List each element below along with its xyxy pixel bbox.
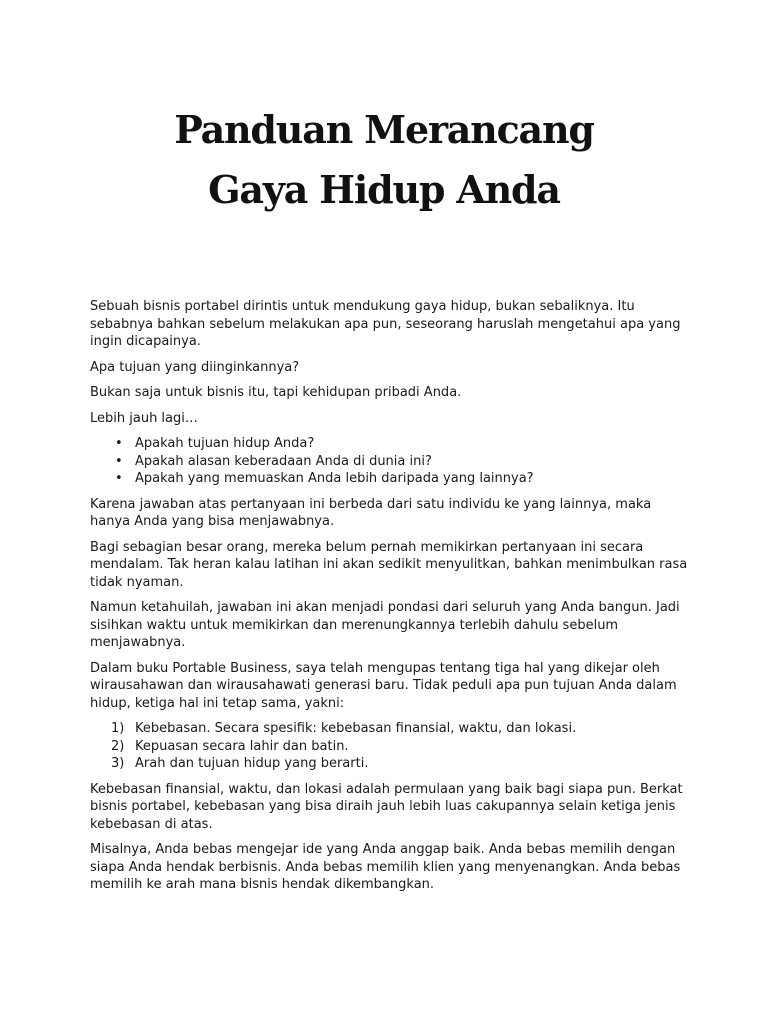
- paragraph-9: Kebebasan finansial, waktu, dan lokasi adalah permulaan yang baik bagi siapa pun. Berkat bisnis portabel, kebebasan yang bisa diraih jauh lebih luas cakupannya selain ketiga jenis kebebasan di atas.: [90, 781, 683, 832]
- paragraph-1: Sebuah bisnis portabel dirintis untuk mendukung gaya hidup, bukan sebaliknya. Itu sebabnya bahkan sebelum melakukan apa pun, seseorang haruslah mengetahui apa yang ingin dicapainya.: [90, 299, 681, 349]
- paragraph-6: Bagi sebagian besar orang, mereka belum pernah memikirkan pertanyaan ini secara mendalam. Tak heran kalau latihan ini akan sedikit menyulitkan, bahkan menimbulkan rasa tidak nyaman.: [90, 539, 688, 590]
- paragraph-7: Namun ketahuilah, jawaban ini akan menjadi pondasi dari seluruh yang Anda bangun. Jadi sisihkan waktu untuk memikirkan dan merenungkannya terlebih dahulu sebelum menjawabnya.: [90, 600, 680, 650]
- bullet-dot-icon: •: [115, 436, 123, 451]
- question-bullet-list: [90, 435, 690, 488]
- numbered-item-1: [111, 720, 690, 738]
- document-title: [0, 100, 768, 220]
- paragraph-10: Misalnya, Anda bebas mengejar ide yang Anda anggap baik. Anda bebas memilih dengan siapa Anda hendak berbisnis. Anda bebas memilih klien yang menyenangkan. Anda bebas memilih ke arah mana bisnis hendak dikembangkan.: [90, 842, 681, 892]
- list-number: 3): [111, 756, 125, 771]
- bullet-item-1: [115, 435, 690, 453]
- numbered-item-text: Kebebasan. Secara spesifik: kebebasan finansial, waktu, dan lokasi.: [135, 721, 577, 736]
- paragraph-5: Karena jawaban atas pertanyaan ini berbeda dari satu individu ke yang lainnya, maka hanya Anda yang bisa menjawabnya.: [90, 496, 652, 529]
- numbered-item-2: [111, 738, 690, 756]
- paragraph-4: Lebih jauh lagi…: [90, 410, 198, 426]
- bullet-item-2: [115, 453, 690, 471]
- bullet-dot-icon: •: [115, 453, 123, 469]
- list-number: 1): [111, 721, 125, 736]
- paragraph-2: Apa tujuan yang diinginkannya?: [90, 359, 300, 375]
- freedom-numbered-list: [90, 720, 690, 773]
- paragraph-3: Bukan saja untuk bisnis itu, tapi kehidupan pribadi Anda.: [90, 385, 462, 400]
- bullet-item-3: [115, 470, 690, 488]
- numbered-item-text: Kepuasan secara lahir dan batin.: [135, 738, 349, 754]
- title-line-2: Gaya Hidup Anda: [208, 167, 560, 212]
- numbered-item-text: Arah dan tujuan hidup yang berarti.: [135, 756, 369, 771]
- numbered-item-3: [111, 755, 690, 773]
- bullet-item-text: Apakah yang memuaskan Anda lebih daripada yang lainnya?: [135, 471, 534, 486]
- title-line-1: Panduan Merancang: [174, 107, 594, 152]
- bullet-dot-icon: •: [115, 471, 123, 486]
- document-body: [90, 298, 690, 902]
- bullet-item-text: Apakah tujuan hidup Anda?: [135, 436, 315, 451]
- list-number: 2): [111, 738, 125, 754]
- bullet-item-text: Apakah alasan keberadaan Anda di dunia ini?: [135, 453, 432, 469]
- paragraph-8: Dalam buku Portable Business, saya telah mengupas tentang tiga hal yang dikejar oleh wirausahawan dan wirausahawati generasi baru. Tidak peduli apa pun tujuan Anda dalam hidup, ketiga hal ini tetap sama, yakni:: [90, 660, 677, 711]
